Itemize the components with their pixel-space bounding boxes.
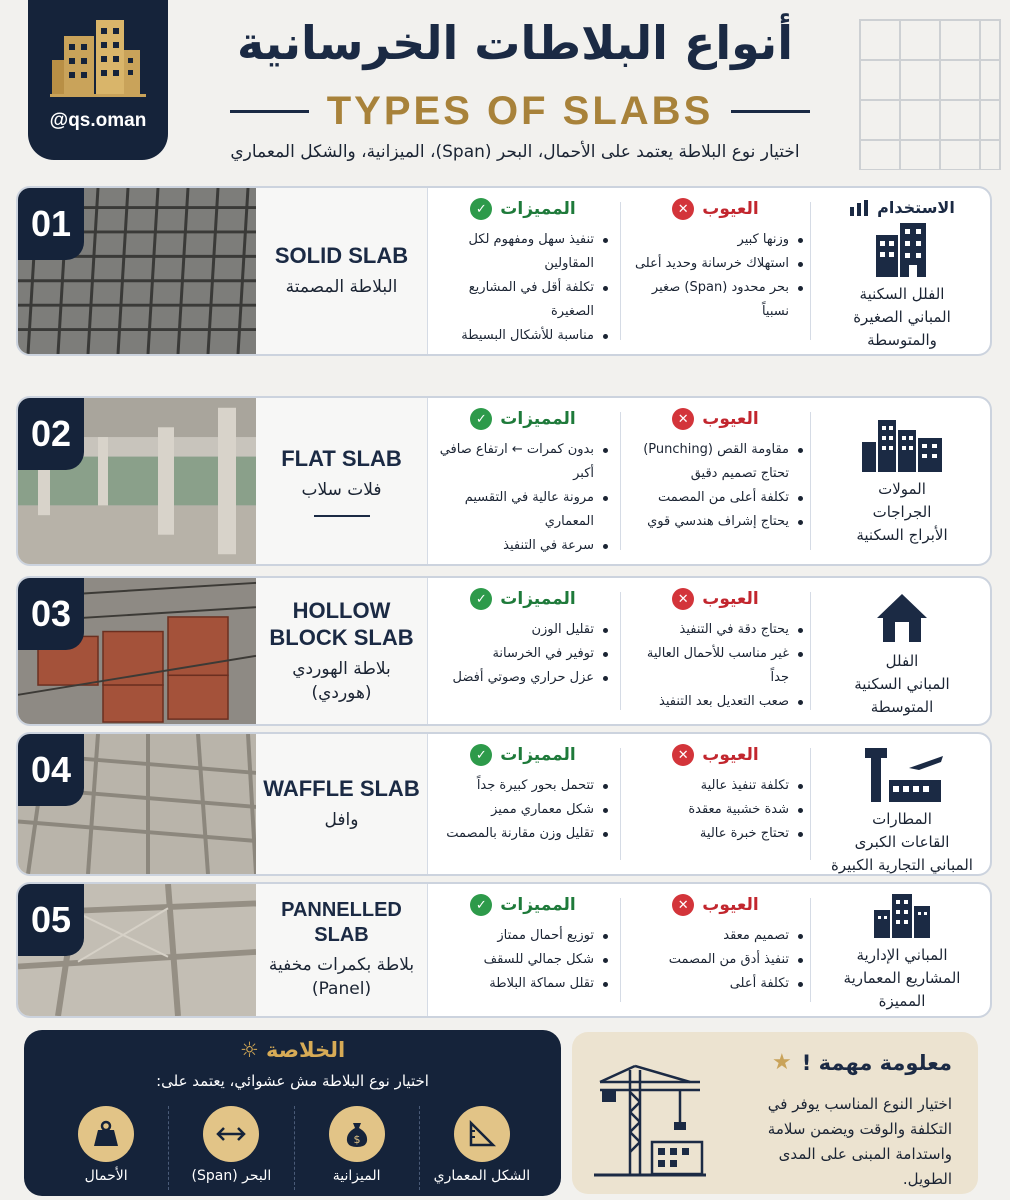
- background-building-icon: [840, 0, 1010, 170]
- page-title-english: TYPES OF SLABS: [326, 88, 714, 133]
- cons-header: [628, 894, 803, 916]
- column-divider: [810, 748, 811, 860]
- slab-name-arabic: البلاطة المصمتة: [285, 276, 398, 297]
- cross-icon: ✕: [672, 894, 694, 916]
- usage-item: المشاريع المعمارية: [843, 969, 961, 987]
- usage-item: الجراجات: [872, 503, 932, 521]
- summary-title-row: [24, 1038, 561, 1062]
- column-divider: [620, 898, 621, 1002]
- pros-column: [438, 744, 608, 846]
- name-underline: [314, 515, 370, 517]
- slab-number: 03: [18, 578, 84, 650]
- office-building-icon: [872, 892, 932, 938]
- summary-subtitle: اختيار نوع البلاطة مش عشوائي، يعتمد على:: [156, 1072, 429, 1090]
- usage-label: الاستخدام: [877, 198, 955, 217]
- slab-name: [256, 884, 428, 1016]
- factor-budget: [294, 1106, 419, 1190]
- slab-name-arabic: بلاطة الهوردي: [292, 658, 391, 679]
- ruler-set-icon: [454, 1106, 510, 1162]
- column-divider: [810, 592, 811, 710]
- pros-item: توزيع أحمال ممتاز: [438, 924, 608, 948]
- slab-name-english: BLOCK SLAB: [269, 625, 414, 651]
- usage-item: المتوسطة: [870, 698, 934, 716]
- usage-item: المباني السكنية: [854, 675, 950, 693]
- usage-header: [816, 198, 988, 217]
- info-text: اختيار النوع المناسب يوفر في التكلفة والوقت ويضمن سلامة واستدامة المبنى على المدى الطويل.: [767, 1095, 952, 1188]
- pros-label: المميزات: [500, 895, 576, 915]
- pros-column: [438, 894, 608, 996]
- double-arrow-icon: [203, 1106, 259, 1162]
- slab-number: 05: [18, 884, 84, 956]
- factor-label: الأحمال: [84, 1168, 128, 1184]
- important-info-panel: [572, 1032, 978, 1194]
- factor-label: البحر (Span): [191, 1168, 272, 1184]
- slab-row-waffle: [16, 732, 992, 876]
- slab-number: 01: [18, 188, 84, 260]
- cons-label: العيوب: [702, 895, 759, 915]
- buildings-logo-icon: [50, 14, 146, 98]
- usage-item: الأبراج السكنية: [856, 526, 948, 544]
- check-icon: ✓: [470, 408, 492, 430]
- pros-item: مناسبة للأشكال البسيطة: [438, 324, 608, 348]
- pros-item: شكل جمالي للسقف: [438, 948, 608, 972]
- pros-header: [438, 408, 608, 430]
- usage-item: المطارات: [872, 810, 932, 828]
- slab-name-english: PANNELLED SLAB: [281, 899, 402, 947]
- info-title-row: [772, 1050, 952, 1075]
- usage-column: [816, 198, 988, 352]
- slab-number: 02: [18, 398, 84, 470]
- cons-item: تكلفة تنفيذ عالية: [628, 774, 803, 798]
- cons-item: تحتاج خبرة عالية: [628, 822, 803, 846]
- slab-name-arabic: بلاطة بكمرات مخفية: [268, 955, 415, 976]
- cons-item: بحر محدود (Span) صغير نسبياً: [628, 276, 803, 324]
- usage-column: [816, 408, 988, 547]
- cons-item: يحتاج إشراف هندسي قوي: [628, 510, 803, 534]
- money-bag-icon: [329, 1106, 385, 1162]
- cons-item: يحتاج دقة في التنفيذ: [628, 618, 803, 642]
- cons-header: [628, 744, 803, 766]
- check-icon: ✓: [470, 588, 492, 610]
- brand-handle[interactable]: @qs.oman: [49, 110, 147, 131]
- title-divider-left: [230, 110, 309, 113]
- pros-item: تقلل سماكة البلاطة: [438, 972, 608, 996]
- cons-column: [628, 744, 803, 846]
- usage-item: المباني الصغيرة: [853, 308, 951, 326]
- factor-loads: [44, 1106, 168, 1190]
- slab-name: [256, 578, 428, 724]
- pros-item: سرعة في التنفيذ: [438, 534, 608, 558]
- city-towers-icon: [860, 412, 944, 472]
- usage-column: [816, 888, 988, 1013]
- cons-label: العيوب: [702, 745, 759, 765]
- pros-label: المميزات: [500, 199, 576, 219]
- slab-name-arabic: فلات سلاب: [301, 479, 382, 500]
- cons-item: استهلاك خرسانة وحديد أعلى: [628, 252, 803, 276]
- usage-item: الفلل: [885, 652, 919, 670]
- cross-icon: ✕: [672, 198, 694, 220]
- pros-item: شكل معماري مميز: [438, 798, 608, 822]
- slab-name: [256, 188, 428, 354]
- pros-column: [438, 588, 608, 690]
- column-divider: [810, 202, 811, 340]
- column-divider: [620, 748, 621, 860]
- summary-title: الخلاصة: [265, 1038, 346, 1062]
- factor-label: الشكل المعماري: [433, 1168, 531, 1184]
- pros-header: [438, 894, 608, 916]
- column-divider: [620, 412, 621, 550]
- chart-bars-icon: [849, 199, 869, 217]
- usage-item: القاعات الكبرى: [854, 833, 950, 851]
- pros-header: [438, 588, 608, 610]
- slab-name-arabic: (هوردي): [311, 682, 372, 703]
- cons-column: [628, 894, 803, 996]
- title-divider-right: [731, 110, 810, 113]
- slab-name-arabic: (Panel): [311, 979, 372, 999]
- lightbulb-icon: ☼: [239, 1038, 259, 1062]
- usage-item: المباني الإدارية: [856, 946, 948, 964]
- usage-item: الفلل السكنية: [859, 285, 945, 303]
- pros-item: مرونة عالية في التقسيم المعماري: [438, 486, 608, 534]
- cons-label: العيوب: [702, 409, 759, 429]
- usage-item: المباني التجارية الكبيرة: [831, 856, 973, 874]
- usage-item: المولات: [878, 480, 926, 498]
- slab-row-solid: [16, 186, 992, 356]
- star-icon: ★: [772, 1050, 792, 1075]
- usage-item: والمتوسطة: [867, 331, 937, 349]
- cross-icon: ✕: [672, 408, 694, 430]
- cons-item: صعب التعديل بعد التنفيذ: [628, 690, 803, 714]
- column-divider: [810, 412, 811, 550]
- pros-label: المميزات: [500, 589, 576, 609]
- pros-item: تقليل وزن مقارنة بالمصمت: [438, 822, 608, 846]
- slab-number: 04: [18, 734, 84, 806]
- pros-header: [438, 744, 608, 766]
- cross-icon: ✕: [672, 588, 694, 610]
- slab-name: [256, 398, 428, 564]
- cons-column: [628, 198, 803, 324]
- factor-label: الميزانية: [332, 1168, 381, 1184]
- cons-item: مقاومة القص (Punching) تحتاج تصميم دقيق: [628, 438, 803, 486]
- cons-item: غير مناسب للأحمال العالية جداً: [628, 642, 803, 690]
- slab-name-english: SOLID SLAB: [274, 243, 409, 269]
- check-icon: ✓: [470, 198, 492, 220]
- column-divider: [620, 202, 621, 340]
- pros-item: تقليل الوزن: [438, 618, 608, 642]
- check-icon: ✓: [470, 894, 492, 916]
- factors-list: [44, 1106, 544, 1190]
- pros-column: [438, 408, 608, 558]
- factor-span: [168, 1106, 293, 1190]
- construction-crane-icon: [590, 1062, 710, 1182]
- usage-column: [816, 740, 988, 876]
- slab-name-arabic: وافل: [324, 809, 359, 830]
- pros-item: عزل حراري وصوتي أفضل: [438, 666, 608, 690]
- summary-panel: [24, 1030, 561, 1196]
- house-icon: [875, 592, 929, 644]
- pros-label: المميزات: [500, 409, 576, 429]
- cons-item: تكلفة أعلى من المصمت: [628, 486, 803, 510]
- svg-text:$: $: [353, 1133, 361, 1146]
- usage-column: [816, 588, 988, 719]
- weight-icon: [78, 1106, 134, 1162]
- cross-icon: ✕: [672, 744, 694, 766]
- page-title-english-row: [230, 86, 810, 136]
- pros-item: توفير في الخرسانة: [438, 642, 608, 666]
- slab-name-english: FLAT SLAB: [281, 446, 402, 472]
- slab-row-pannelled: [16, 882, 992, 1018]
- brand-logo: [28, 0, 168, 160]
- pros-item: بدون كمرات ← ارتفاع صافي أكبر: [438, 438, 608, 486]
- cons-item: تنفيذ أدق من المصمت: [628, 948, 803, 972]
- cons-column: [628, 588, 803, 714]
- pros-label: المميزات: [500, 745, 576, 765]
- check-icon: ✓: [470, 744, 492, 766]
- cons-header: [628, 588, 803, 610]
- airport-icon: [859, 744, 945, 802]
- cons-header: [628, 198, 803, 220]
- pros-column: [438, 198, 608, 348]
- cons-item: وزنها كبير: [628, 228, 803, 252]
- factor-architecture: [419, 1106, 544, 1190]
- slab-name: [256, 734, 428, 874]
- slab-name-english: WAFFLE SLAB: [263, 776, 420, 802]
- slab-row-flat: [16, 396, 992, 566]
- cons-label: العيوب: [702, 199, 759, 219]
- cons-item: تصميم معقد: [628, 924, 803, 948]
- column-divider: [620, 592, 621, 710]
- page-subtitle: اختيار نوع البلاطة يعتمد على الأحمال، البحر (Span)، الميزانية، والشكل المعماري: [230, 142, 800, 162]
- pros-item: تكلفة أقل في المشاريع الصغيرة: [438, 276, 608, 324]
- usage-item: المميزة: [878, 992, 926, 1010]
- cons-label: العيوب: [702, 589, 759, 609]
- column-divider: [810, 898, 811, 1002]
- page-title-arabic: أنواع البلاطات الخرسانية: [237, 16, 793, 70]
- cons-item: تكلفة أعلى: [628, 972, 803, 996]
- slab-name-english: HOLLOW: [292, 597, 391, 623]
- slab-row-hollow-block: [16, 576, 992, 726]
- info-title: معلومة مهمة !: [801, 1050, 952, 1075]
- cons-column: [628, 408, 803, 534]
- apartment-building-icon: [870, 221, 934, 277]
- cons-header: [628, 408, 803, 430]
- pros-item: تتحمل بحور كبيرة جداً: [438, 774, 608, 798]
- pros-item: تنفيذ سهل ومفهوم لكل المقاولين: [438, 228, 608, 276]
- cons-item: شدة خشبية معقدة: [628, 798, 803, 822]
- pros-header: [438, 198, 608, 220]
